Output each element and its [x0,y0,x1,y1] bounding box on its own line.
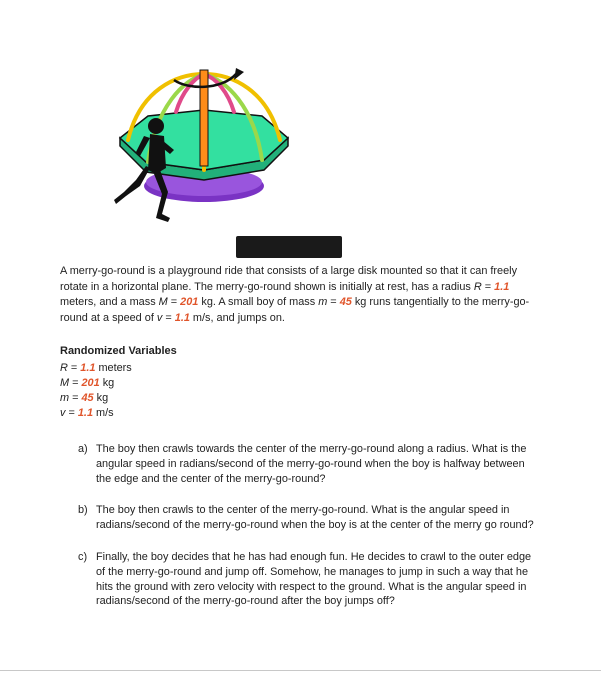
variable-r: R [473,280,482,293]
rv-item: M = 201 kg [60,377,115,389]
rv-item: m = 45 kg [60,392,109,404]
randomized-variables-list [60,361,132,421]
question-a: a) The boy then crawls towards the center of the merry-go-round along a radius. What is the angular speed in radians/second of the merry-go-round when the boy is halfway between the edge and the center of the merry-go-round? [78,443,527,485]
rv-item: v = 1.1 m/s [60,407,114,419]
problem-statement: A merry-go-round is a playground ride that consists of a large disk mounted so that it can freely rotate in a horizontal plane. The merry-go-round shown is initially at rest, has a radius R = 1.1 meters, and a mass M = 201 kg. A small boy of mass m = 45 kg runs tangentially to the merry-go-round at a speed of v = 1.1 m/s, and jumps on. [60,265,530,324]
value-m-big: 201 [180,296,199,308]
center-pole [200,70,208,166]
value-v: 1.1 [174,311,190,324]
value-r: 1.1 [494,280,510,293]
value-m-small: 45 [339,296,352,308]
merry-go-round-illustration [104,46,304,236]
randomized-variables-title: Randomized Variables [60,345,177,357]
variable-m-small: m [318,296,328,308]
redacted-block [236,236,342,258]
rv-item: R = 1.1 meters [60,362,132,374]
question-b: b) The boy then crawls to the center of the merry-go-round. What is the angular speed in radians/second of the merry-go-round when the boy is at the center of the merry go round? [78,504,534,532]
variable-v: v [156,311,163,324]
question-c: c) Finally, the boy decides that he has had enough fun. He decides to crawl to the outer edge of the merry-go-round and jump off. Somehow, he manages to jump in such a way that he hits the ground with zero velocity with respect to the ground. What is the angular speed in radians/second of the merry-go-round after the boy jumps off? [78,550,532,608]
page-divider [0,670,601,671]
question-list [78,442,538,609]
variable-m-big: M [158,296,168,308]
